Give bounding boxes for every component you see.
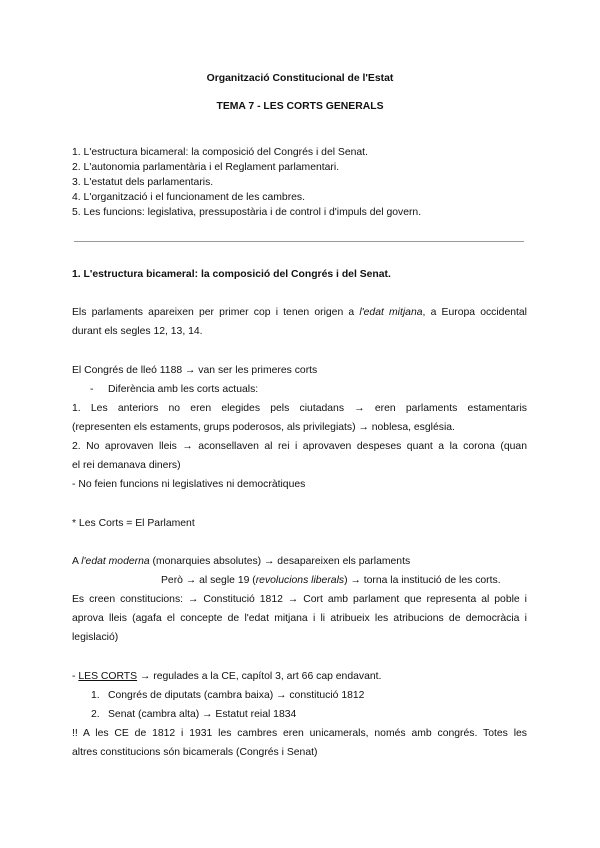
modern-line-5: legislació) [72,632,119,643]
leo-line-5: 2. No aprovaven lleis → aconsellaven al rei i aprovaven despeses quant a la corona (quan [72,441,527,452]
bullet-dash: - [90,384,94,395]
index-item-5: 5. Les funcions: legislativa, pressupostària i de control i d'impuls del govern. [72,207,422,218]
section-heading: 1. L'estructura bicameral: la composició del Congrés i del Senat. [72,269,391,280]
list-item-senat: Senat (cambra alta) → Estatut reial 1834 [108,709,297,720]
topic-title: TEMA 7 - LES CORTS GENERALS [216,101,384,112]
modern-line-4: aprova lleis (agafa el concepte de l'edat mitjana i li atribueix les atribucions de democràcia i [72,613,527,624]
paragraph-origin-line-1: Els parlaments apareixen per primer cop i tenen origen a l'edat mitjana, a Europa occidental [72,307,527,318]
leo-line-7: - No feien funcions ni legislatives ni democràtiques [72,479,306,490]
modern-line-3: Es creen constitucions: → Constitució 1812 → Cort amb parlament que representa al poble i [72,594,527,605]
section-divider [74,241,524,242]
leo-congress-line: El Congrés de lleó 1188 → van ser les primeres corts [72,365,318,376]
list-number-2: 2. [91,709,100,720]
document-title: Organització Constitucional de l'Estat [206,73,394,84]
list-item-congres: Congrés de diputats (cambra baixa) → constitució 1812 [108,690,365,701]
list-number-1: 1. [91,690,100,701]
modern-line-1: A l'edat moderna (monarquies absolutes) → desapareixen els parlaments [72,556,411,567]
unicameral-note-line-2: altres constitucions són bicamerals (Congrés i Senat) [72,747,318,758]
index-item-2: 2. L'autonomia parlamentària i el Reglament parlamentari. [72,162,340,173]
leo-line-6: el rei demanava diners) [72,460,181,471]
leo-line-4: (representen els estaments, grups poderosos, als privilegiats) → noblesa, església. [72,422,455,433]
index-item-4: 4. L'organització i el funcionament de les cambres. [72,192,306,203]
leo-line-3: 1. Les anteriors no eren elegides pels ciutadans → eren parlaments estamentaris [72,403,527,414]
index-item-1: 1. L'estructura bicameral: la composició del Congrés i del Senat. [72,147,368,158]
index-item-3: 3. L'estatut dels parlamentaris. [72,177,214,188]
bullet-differences: Diferència amb les corts actuals: [108,384,259,395]
modern-line-2: Però → al segle 19 (revolucions liberals) → torna la institució de les corts. [161,575,501,586]
unicameral-note-line-1: !! A les CE de 1812 i 1931 les cambres eren unicamerals, només amb congrés. Totes les [72,728,527,739]
note-corts-parlament: * Les Corts = El Parlament [72,518,195,529]
paragraph-origin-line-2: durant els segles 12, 13, 14. [72,326,203,337]
corts-regulation-line: - LES CORTS → regulades a la CE, capítol 3, art 66 cap endavant. [72,671,382,682]
